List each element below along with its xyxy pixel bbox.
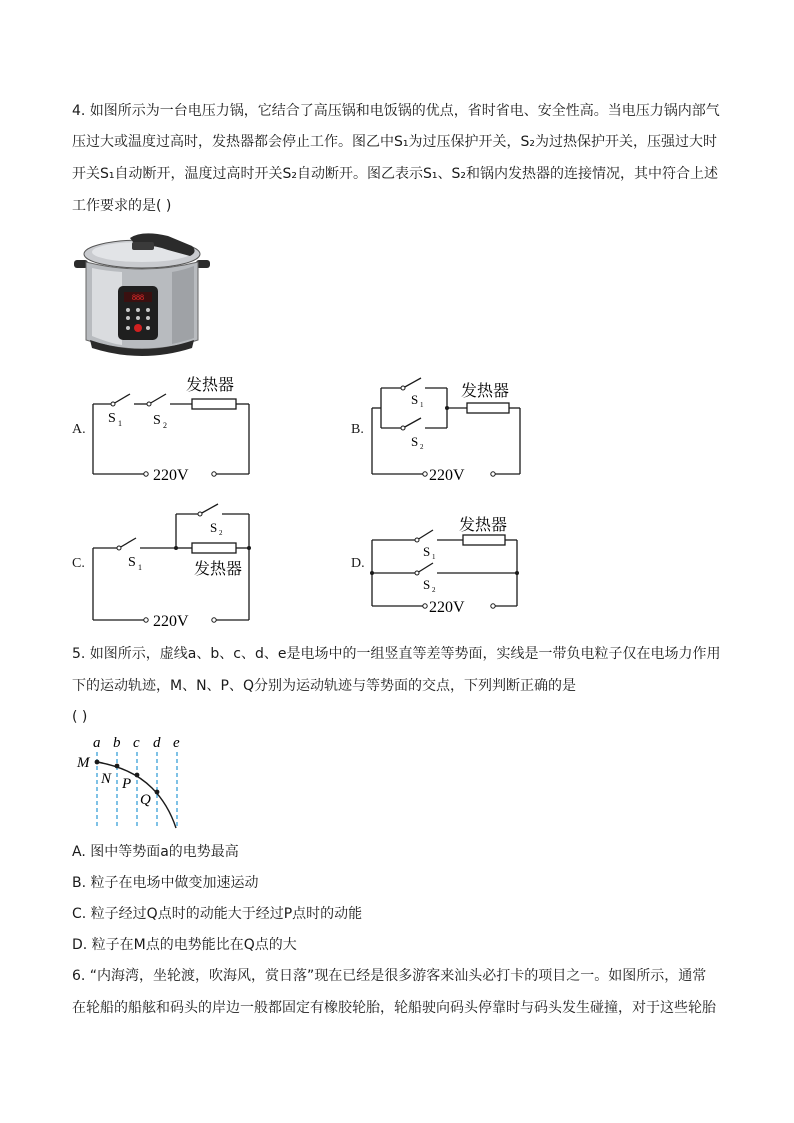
circuit-d [365,510,535,620]
circuit-d-s2-sub: 2 [432,586,436,594]
q4-option-d-label: D. [351,556,365,571]
circuit-d-s1-label: S [423,544,431,559]
q5-line-1: 5. 如图所示，虚线a、b、c、d、e是电场中的一组竖直等差等势面，实线是一带负电粒子仅在电场力作用 [72,646,721,662]
q4-line-1: 4. 如图所示为一台电压力锅，它结合了高压锅和电饭锅的优点，省时省电、安全性高。当电压力锅内部气 [72,103,720,119]
q6-line-1: 6. “内海湾，坐轮渡，吹海风，赏日落”现在已经是很多游客来汕头必打卡的项目之一。如图所示，通常 [72,968,707,984]
circuit-d-s1-sub: 1 [432,553,436,561]
circuit-b-voltage-label: 220V [429,467,465,484]
svg-text:888: 888 [132,293,144,302]
q4-line-3: 开关S₁自动断开，温度过高时开关S₂自动断开。图乙表示S₁、S₂和锅内发热器的连接情况，其中符合上述 [72,166,718,182]
q5-option-c: C. 粒子经过Q点时的动能大于经过P点时的动能 [72,906,363,922]
circuit-a [86,370,256,488]
q5-label-b: b [113,735,121,751]
circuit-c-s2-label: S [210,520,218,535]
q5-point-q: Q [140,792,151,808]
q4-option-c-label: C. [72,556,85,571]
q4-line-2: 压过大或温度过高时，发热器都会停止工作。图乙中S₁为过压保护开关，S₂为过热保护开关，压强过大时 [72,134,717,150]
circuit-c-s1-sub: 1 [138,563,142,572]
circuit-b-s2-label: S [411,434,419,449]
circuit-a-s2-sub: 2 [163,421,167,430]
circuit-b-heater-label: 发热器 [461,381,510,400]
circuit-a-s1-sub: 1 [118,419,122,428]
circuit-d-voltage-label: 220V [429,599,465,616]
q5-point-n: N [101,771,112,787]
q5-label-e: e [173,735,180,751]
q5-line-3: ( ) [72,709,88,725]
q5-point-m: M [77,755,90,771]
q6-line-2: 在轮船的船舷和码头的岸边一般都固定有橡胶轮胎，轮船驶向码头停靠时与码头发生碰撞，对于这些轮胎 [72,1000,716,1016]
circuit-b [365,370,535,488]
circuit-b-s2-sub: 2 [420,443,424,451]
q5-label-c: c [133,735,140,751]
q4-line-4: 工作要求的是( ) [72,198,172,214]
circuit-a-s2-label: S [153,413,161,428]
circuit-a-s1-label: S [108,411,116,426]
q4-option-a-label: A. [72,422,86,437]
q5-option-b: B. 粒子在电场中做变加速运动 [72,875,259,891]
circuit-b-s1-label: S [411,392,419,407]
q5-equipotential-figure [72,732,192,832]
circuit-c-s1-label: S [128,555,136,570]
q5-line-2: 下的运动轨迹，M、N、P、Q分别为运动轨迹与等势面的交点，下列判断正确的是 [72,678,577,694]
circuit-a-heater-label: 发热器 [186,375,235,394]
circuit-c-voltage-label: 220V [153,613,189,630]
q5-label-a: a [93,735,101,751]
q5-point-p: P [122,776,132,792]
circuit-d-heater-label: 发热器 [459,515,508,534]
circuit-a-voltage-label: 220V [153,467,189,484]
circuit-b-s1-sub: 1 [420,401,424,409]
circuit-c [86,498,256,634]
circuit-d-s2-label: S [423,577,431,592]
q4-option-b-label: B. [351,422,364,437]
circuit-c-s2-sub: 2 [219,529,223,537]
pressure-cooker-image [72,228,212,360]
q5-option-a: A. 图中等势面a的电势最高 [72,844,239,860]
q5-option-d: D. 粒子在M点的电势能比在Q点的大 [72,937,297,953]
q5-label-d: d [153,735,161,751]
circuit-c-heater-label: 发热器 [194,559,243,578]
